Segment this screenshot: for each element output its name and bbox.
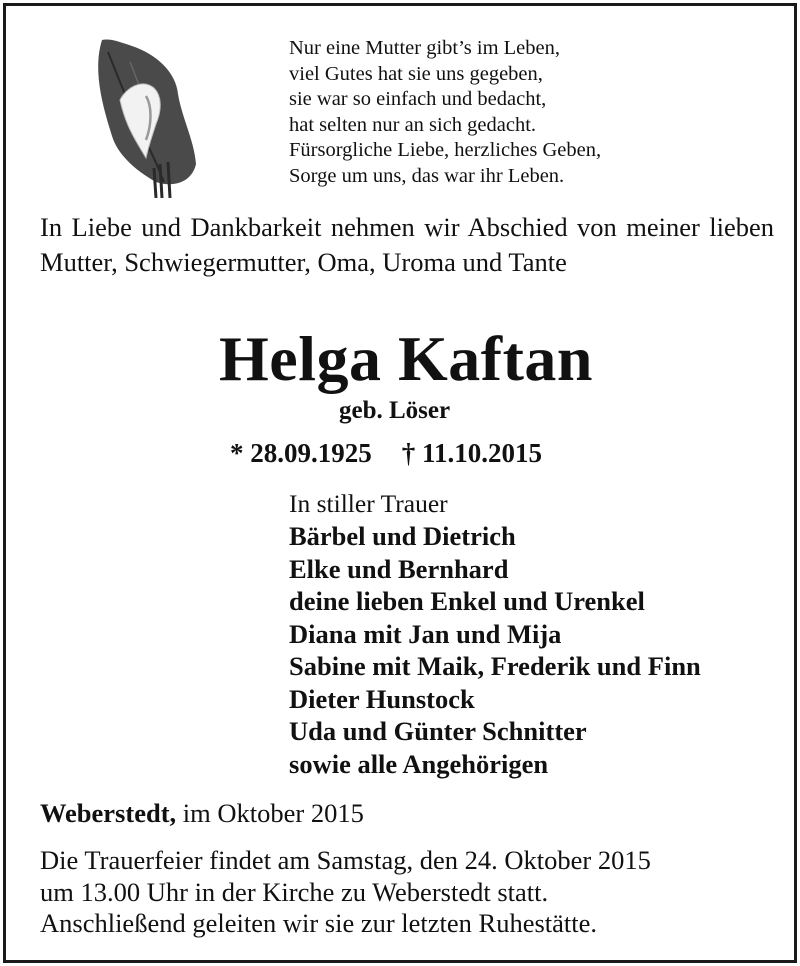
deceased-name: Helga Kaftan xyxy=(219,323,593,394)
poem xyxy=(289,36,601,189)
place-date xyxy=(40,798,364,829)
poem-line: viel Gutes hat sie uns gegeben, xyxy=(289,62,543,85)
mourner: Dieter Hunstock xyxy=(289,683,475,714)
mourner: sowie alle Angehörigen xyxy=(289,748,549,779)
life-dates xyxy=(230,438,542,469)
mourner: Sabine mit Maik, Frederik und Finn xyxy=(289,651,701,681)
funeral-line: um 13.00 Uhr in der Kirche zu Weberstedt statt. xyxy=(40,876,549,907)
mourner: Elke und Bernhard xyxy=(289,553,509,584)
funeral-line: Anschließend geleiten wir sie zur letzten Ruhestätte. xyxy=(40,908,598,938)
poem-line: sie war so einfach und bedacht, xyxy=(289,88,547,110)
mourners-list xyxy=(289,488,701,780)
death-date: † 11.10.2015 xyxy=(401,438,543,468)
poem-line: Nur eine Mutter gibt’s im Leben, xyxy=(289,37,560,59)
mourner: Uda und Günter Schnitter xyxy=(289,716,587,746)
birth-date: * 28.09.1925 xyxy=(230,438,372,468)
intro-text: In Liebe und Dankbarkeit nehmen wir Abschied von meiner lieben Mutter, Schwiegermutter, Oma, Uroma und Tante xyxy=(40,212,774,277)
place-month: im Oktober 2015 xyxy=(176,798,364,828)
mourners-lead: In stiller Trauer xyxy=(289,489,448,518)
funeral-info xyxy=(40,845,774,940)
poem-line: Fürsorgliche Liebe, herzliches Geben, xyxy=(289,139,602,161)
mourner: deine lieben Enkel und Urenkel xyxy=(289,586,645,616)
poem-line: Sorge um uns, das war ihr Leben. xyxy=(289,164,565,187)
obituary-frame xyxy=(3,3,797,963)
mourner: Bärbel und Dietrich xyxy=(289,521,516,551)
poem-line: hat selten nur an sich gedacht. xyxy=(289,113,537,136)
calla-lily-icon xyxy=(90,32,200,198)
birth-name: geb. Löser xyxy=(339,397,451,424)
place-town: Weberstedt, xyxy=(40,798,177,828)
mourner: Diana mit Jan und Mija xyxy=(289,618,562,649)
funeral-line: Die Trauerfeier findet am Samstag, den 24. Oktober 2015 xyxy=(40,845,651,875)
